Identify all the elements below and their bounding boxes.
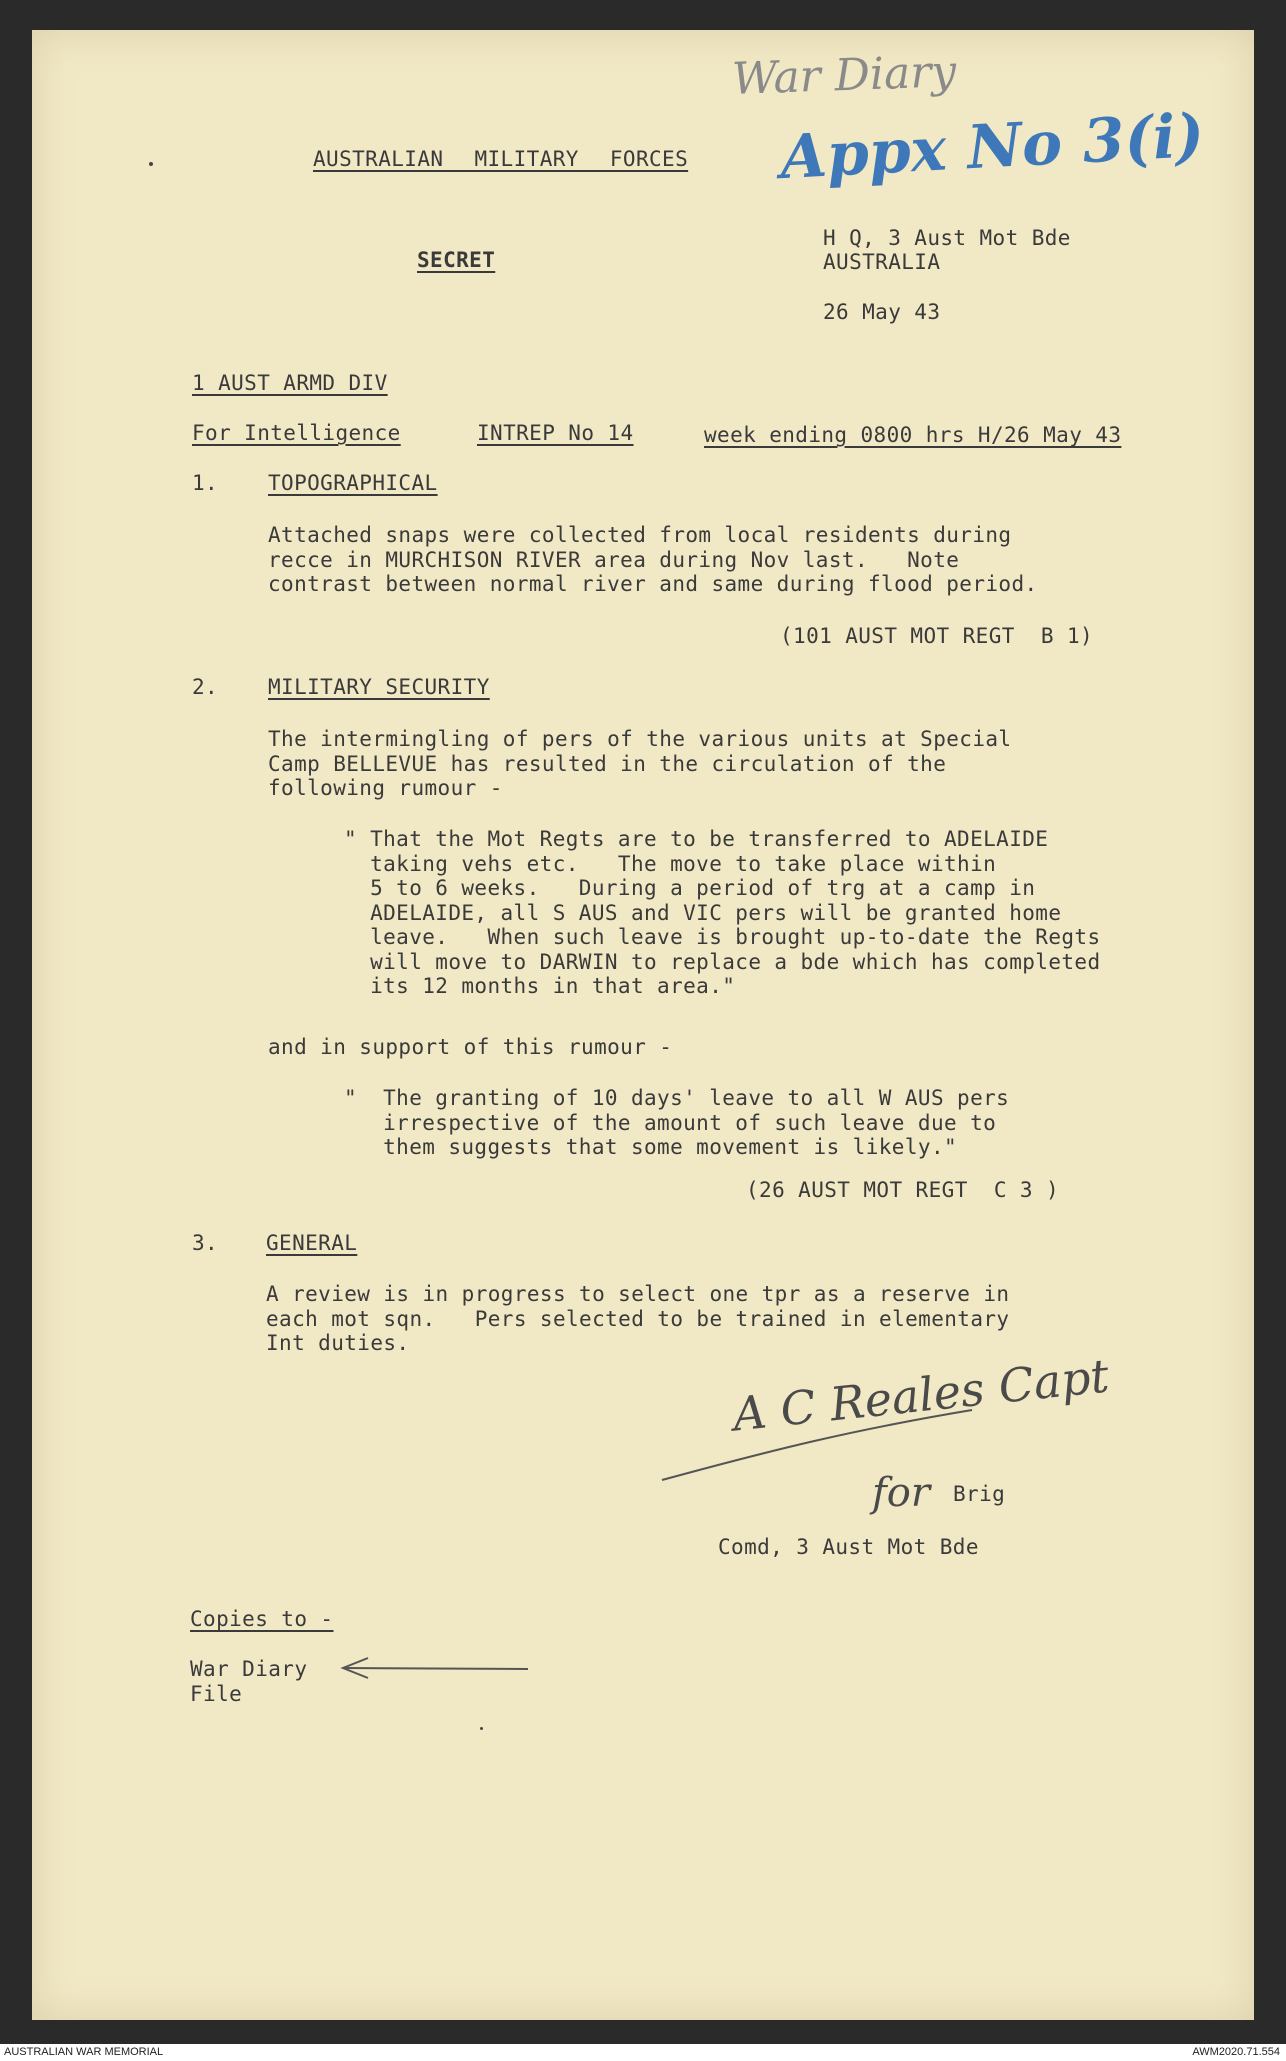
- section-1-title: TOPOGRAPHICAL: [268, 471, 438, 495]
- section-1-text: Attached snaps were collected from local residents during recce in MURCHISON RIVER area during Nov last. Note contrast between normal river and same during flood period.: [268, 523, 1038, 596]
- section-2-title: MILITARY SECURITY: [268, 675, 490, 699]
- section-2-text: The intermingling of pers of the various units at Special Camp BELLEVUE has resulted in the circulation of the following rumour -: [268, 727, 1012, 800]
- archive-reference: AWM2020.71.554: [1192, 2046, 1280, 2058]
- section-2-source: (26 AUST MOT REGT C 3 ): [746, 1178, 1060, 1202]
- copy-recipient-file: File: [190, 1682, 243, 1706]
- handwritten-appendix-number: Appx No 3(i): [778, 100, 1206, 194]
- handwritten-war-diary-note: War Diary: [731, 46, 957, 105]
- classification-label: SECRET: [417, 248, 496, 272]
- section-1-number: 1.: [192, 471, 219, 495]
- signature-command: Comd, 3 Aust Mot Bde: [718, 1535, 979, 1559]
- archive-name: AUSTRALIAN WAR MEMORIAL: [4, 2046, 164, 2058]
- section-3-text: A review is in progress to select one tpr as a reserve in each mot sqn. Pers selected to be trained in elementary Int duties.: [266, 1282, 1010, 1355]
- paper-speck: [480, 1727, 483, 1730]
- addressee: 1 AUST ARMD DIV: [192, 371, 388, 395]
- signature-brig: Brig: [953, 1482, 1006, 1506]
- forces-heading: AUSTRALIAN MILITARY FORCES: [313, 147, 689, 171]
- section-3-number: 3.: [192, 1231, 219, 1255]
- section-3-title: GENERAL: [266, 1231, 358, 1255]
- signature-for: for: [872, 1470, 931, 1516]
- section-2-number: 2.: [192, 675, 219, 699]
- arrow-left-icon: [338, 1654, 538, 1684]
- section-1-source: (101 AUST MOT REGT B 1): [780, 624, 1094, 648]
- report-period: week ending 0800 hrs H/26 May 43: [704, 423, 1122, 447]
- ref-purpose: For Intelligence: [192, 421, 401, 445]
- section-2-support-line: and in support of this rumour -: [268, 1035, 673, 1059]
- punch-mark: [149, 162, 153, 166]
- document-date: 26 May 43: [823, 300, 941, 324]
- section-2-rumour-quote: " That the Mot Regts are to be transferred to ADELAIDE taking vehs etc. The move to take place within 5 to 6 weeks. During a period of trg at a camp in ADELAIDE, all S AUS and VIC pers will be granted home leave. When such leave is brought up-to-date the Regts will move to DARWIN to replace a bde which has completed its 12 months in that area.": [344, 827, 1101, 998]
- copy-recipient-war-diary: War Diary: [190, 1657, 308, 1681]
- document-page: [32, 30, 1254, 2020]
- section-2-leave-quote: " The granting of 10 days' leave to all W AUS pers irrespective of the amount of such leave due to them suggests that some movement is likely.": [344, 1086, 1010, 1159]
- signature: A C Reales Capt: [730, 1348, 1112, 1442]
- copies-heading: Copies to -: [190, 1607, 334, 1631]
- hq-address-line1: H Q, 3 Aust Mot Bde: [823, 226, 1071, 250]
- hq-address-line2: AUSTRALIA: [823, 250, 941, 274]
- archive-footer: [0, 2044, 1286, 2061]
- intrep-number: INTREP No 14: [477, 421, 634, 445]
